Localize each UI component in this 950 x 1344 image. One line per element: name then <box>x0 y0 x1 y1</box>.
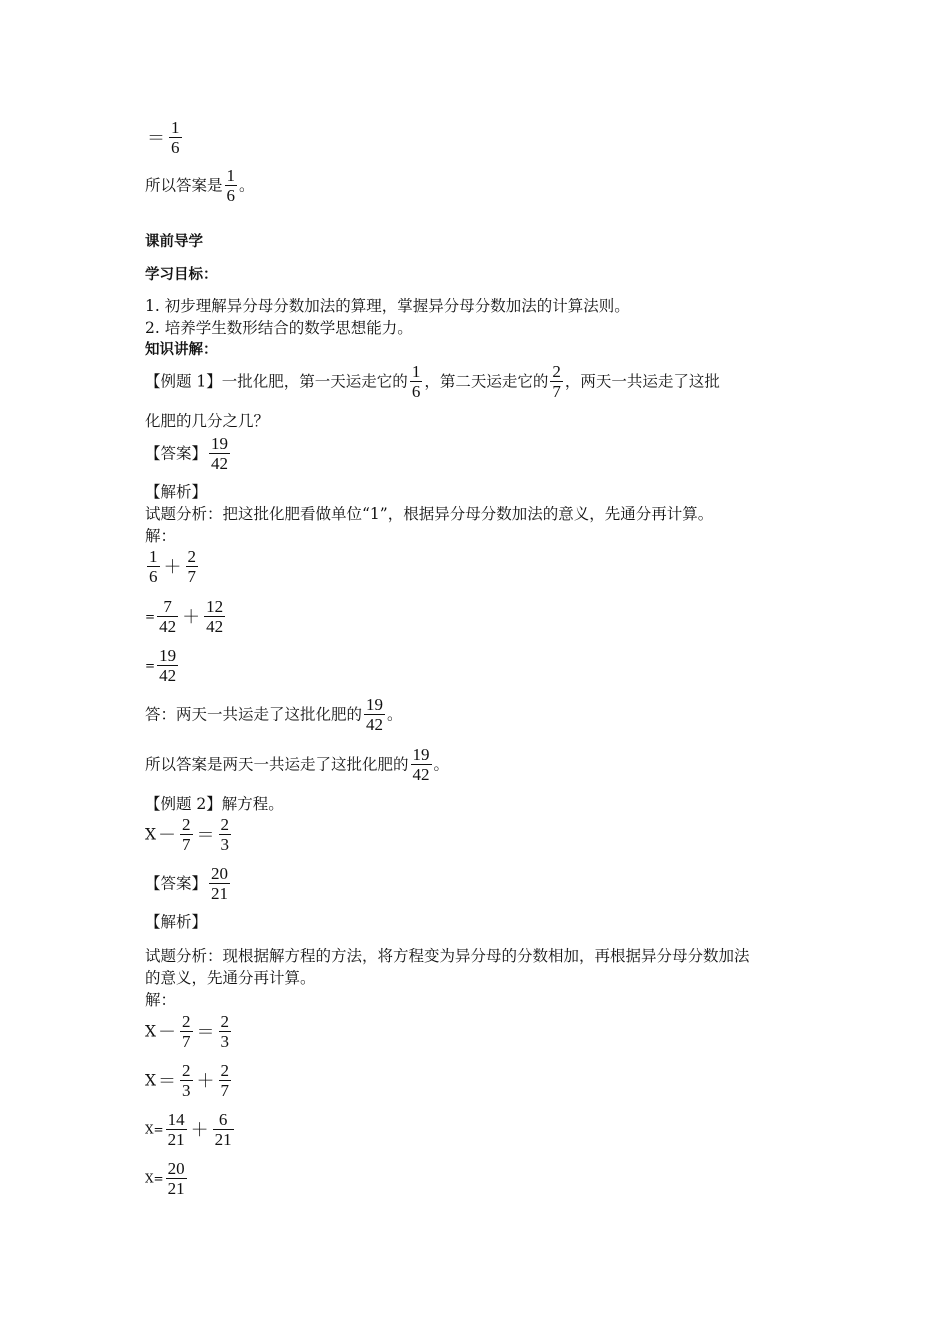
example-2-step-2: X ＝ $\frac{2}{3}$ ＋ $\frac{2}{7}$ <box>145 1061 230 1100</box>
top-equation <box>145 118 184 157</box>
fraction: $\frac{1}{6}$ <box>171 118 180 157</box>
example-1-step-3: = $\frac{19}{42}$ <box>145 646 177 685</box>
fraction: $\frac{1}{6}$ <box>411 362 421 401</box>
heading-goals: 学习目标： <box>145 267 218 283</box>
example-2-solve-label: 解： <box>145 991 177 1009</box>
fraction: $\frac{2}{3}$ <box>182 1061 191 1100</box>
example-1-step-1: $\frac{1}{6}$ ＋ $\frac{2}{7}$ <box>149 547 196 586</box>
example-1-reply: 答：两天一共运走了这批化肥的 $\frac{19}{42}$ 。 <box>145 695 403 734</box>
example-2-step-3: X= $\frac{14}{21}$ ＋ $\frac{6}{21}$ <box>145 1110 232 1149</box>
example-1-analysis: 试题分析：把这批化肥看做单位“1”，根据异分母分数加法的意义，先通分再计算。 <box>145 505 714 523</box>
fraction: $\frac{2}{7}$ <box>182 815 191 854</box>
example-1-final: 所以答案是两天一共运走了这批化肥的 $\frac{19}{42}$ 。 <box>145 745 450 784</box>
fraction: $\frac{20}{21}$ <box>167 1159 185 1198</box>
example-2-step-1: X － $\frac{2}{7}$ ＝ $\frac{2}{3}$ <box>145 1012 230 1051</box>
example-1-question: 【例题 1】一批化肥，第一天运走它的 $\frac{1}{6}$ ，第二天运走它的 $\frac{2}{7}$ ，两天一共运走了这批 <box>145 362 720 401</box>
fraction: $\frac{19}{42}$ <box>159 646 177 685</box>
fraction: $\frac{19}{42}$ <box>366 695 384 734</box>
fraction: $\frac{2}{7}$ <box>220 1061 230 1100</box>
example-1-analysis-label: 【解析】 <box>145 483 208 501</box>
example-2-analysis-2: 的意义，先通分再计算。 <box>145 969 316 987</box>
fraction: $\frac{19}{42}$ <box>211 434 229 473</box>
example-2-analysis-1: 试题分析：现根据解方程的方法，将方程变为异分母的分数相加，再根据异分母分数加法 <box>145 947 750 965</box>
fraction: $\frac{2}{7}$ <box>182 1012 191 1051</box>
example-1-question-cont: 化肥的几分之几？ <box>145 412 270 430</box>
example-1-step-2: = $\frac{7}{42}$ ＋ $\frac{12}{42}$ <box>145 597 224 636</box>
example-2-analysis-label: 【解析】 <box>145 913 208 931</box>
fraction: $\frac{2}{7}$ <box>187 547 196 586</box>
example-1-solve-label: 解： <box>145 527 177 545</box>
fraction: $\frac{20}{21}$ <box>211 864 229 903</box>
example-2-step-4: X= $\frac{20}{21}$ <box>145 1159 185 1198</box>
goal-1: 1. 初步理解异分母分数加法的算理，掌握异分母分数加法的计算法则。 <box>145 297 630 315</box>
example-1-answer: 【答案】 $\frac{19}{42}$ <box>145 434 229 473</box>
goal-2: 2. 培养学生数形结合的数学思想能力。 <box>145 319 413 337</box>
fraction: $\frac{1}{6}$ <box>149 547 158 586</box>
equals-sign: ＝ <box>147 127 165 148</box>
example-2-question: 【例题 2】解方程。 <box>145 795 284 813</box>
fraction: $\frac{1}{6}$ <box>226 166 236 205</box>
heading-guide: 课前导学 <box>145 234 203 250</box>
fraction: $\frac{2}{7}$ <box>552 362 561 401</box>
fraction: $\frac{19}{42}$ <box>412 745 430 784</box>
fraction: $\frac{2}{3}$ <box>220 1012 230 1051</box>
fraction: $\frac{7}{42}$ <box>159 597 177 636</box>
top-answer: 所以答案是 $\frac{1}{6}$ 。 <box>145 166 255 205</box>
fraction: $\frac{12}{42}$ <box>206 597 224 636</box>
fraction: $\frac{14}{21}$ <box>167 1110 185 1149</box>
fraction: $\frac{6}{21}$ <box>214 1110 232 1149</box>
example-2-equation: X － $\frac{2}{7}$ ＝ $\frac{2}{3}$ <box>145 815 230 854</box>
example-2-answer: 【答案】 $\frac{20}{21}$ <box>145 864 229 903</box>
heading-knowledge: 知识讲解： <box>145 342 218 358</box>
fraction: $\frac{2}{3}$ <box>220 815 230 854</box>
